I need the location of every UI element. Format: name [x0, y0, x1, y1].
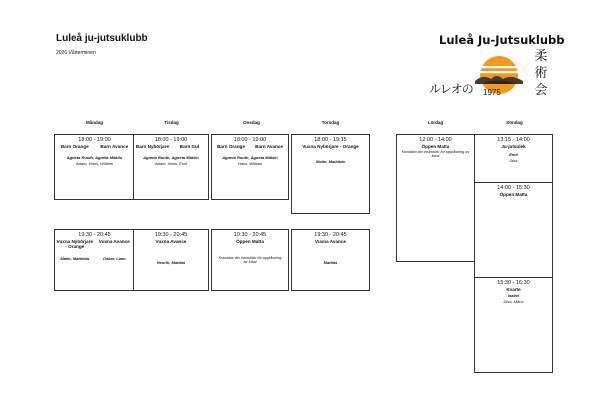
slot-wednesday-1	[211, 134, 289, 200]
day-header-wednesday: Onsdag	[243, 120, 260, 125]
slot-class: Vuxna Avance	[98, 239, 130, 244]
slot-coaches: Malin, Mathilda	[316, 159, 345, 164]
slot-class: Barn Orange	[60, 144, 89, 149]
day-header-tuesday: Tisdag	[164, 120, 179, 125]
slot-thursday-1	[291, 134, 370, 214]
slot-coaches: Agneta Ruuth, Agneta Mäklin	[222, 155, 278, 160]
slot-time: 18:00 - 19:00	[78, 137, 111, 143]
day-header-monday: Måndag	[85, 120, 103, 125]
day-header-saturday: Lördag	[427, 120, 444, 125]
slot-assistants: Hans, William	[237, 161, 263, 166]
slot-thursday-2	[291, 229, 370, 291]
slot-time: 19:30 - 20:45	[233, 232, 267, 238]
slot-class: Vuxna Nybörjare - Orange	[302, 144, 359, 149]
logo-katakana: ルレオの	[429, 82, 473, 96]
club-title: Luleå ju-jutsuklubb	[56, 33, 148, 44]
slot-coaches: Isabel	[507, 293, 520, 298]
slot-assistants: Disa, Mänz	[503, 299, 524, 304]
slot-monday-2	[54, 229, 135, 291]
slot-saturday-1	[396, 134, 475, 262]
slot-coaches: Mattias	[323, 260, 338, 265]
slot-time: 18:00 - 19:15	[314, 137, 347, 143]
slot-time: 13:15 - 14:00	[497, 137, 530, 143]
slot-time: 14:00 - 15:30	[497, 185, 530, 191]
day-header-sunday: Söndag	[506, 120, 523, 125]
slot-class: Vuxna Avance	[155, 239, 187, 244]
slot-class: Vuxna Nybörjare - Orange	[56, 239, 93, 249]
slot-time: 18:00 - 19:00	[154, 137, 188, 143]
logo-kanji-char: 柔	[534, 49, 548, 64]
slot-class: Öppen Matta	[421, 144, 450, 149]
slot-coaches: Henrik, Mattias	[156, 260, 186, 265]
slot-tuesday-2	[133, 229, 209, 291]
slot-time: 19:30 - 20:45	[314, 232, 347, 238]
logo-club-name: Luleå Ju-Jutsuklubb	[439, 33, 565, 47]
slot-time: 12:00 - 14:00	[419, 137, 452, 143]
slot-wednesday-2	[211, 229, 289, 291]
slot-time: 18:00 - 19:00	[233, 137, 267, 143]
slot-class: Vuxna Avance	[315, 239, 346, 244]
slot-sunday-3	[474, 277, 553, 373]
slot-assistants: Adam, Hans, Emil	[154, 161, 187, 166]
slot-coaches: Malin, Mathilda	[60, 256, 90, 261]
slot-assistants: Adam, Hans, William	[75, 161, 114, 166]
slot-coaches: Agneta Ruuth, Agneta Mäklin	[66, 155, 123, 160]
slot-sunday-1	[474, 134, 553, 183]
slot-assistants: Disa	[509, 158, 518, 163]
slot-class: Barn Nybörjare	[135, 144, 170, 149]
slot-note: Kontakta din instruktör för upplåsning av lokal	[218, 256, 282, 264]
slot-tuesday-1	[133, 134, 209, 200]
slot-note: Kontakta din instruktör för upplåsning av lokal	[401, 150, 470, 158]
slot-coaches: Emil	[509, 152, 518, 157]
slot-coaches: Oskar, Liam	[102, 256, 126, 261]
club-logo	[425, 33, 575, 105]
slot-class: Barn Avance	[100, 144, 129, 149]
slot-time: 19:30 - 20:45	[154, 232, 188, 238]
slot-coaches: Agneta Ruuth, Agneta Mäklin	[143, 155, 199, 160]
slot-monday-1	[54, 134, 135, 200]
slot-class: Ju-jutsulek	[501, 144, 526, 149]
slot-class: Barn Avance	[255, 144, 283, 149]
season-label: 2026 Vårterminen	[56, 50, 96, 56]
slot-class: Öppen Matta	[236, 239, 264, 244]
slot-time: 15:30 - 16:30	[497, 280, 530, 286]
slot-class: Kvarte	[506, 287, 521, 292]
slot-sunday-2	[474, 182, 553, 278]
slot-time: 19:30 - 20:45	[78, 232, 111, 238]
day-header-thursday: Torsdag	[321, 120, 340, 125]
logo-kanji-char: 術	[534, 66, 548, 81]
logo-kanji	[533, 48, 549, 99]
slot-class: Barn Orange	[217, 144, 245, 149]
slot-class: Barn Gul	[179, 144, 200, 149]
logo-year: 1975	[483, 88, 501, 97]
slot-class: Öppen Matta	[499, 192, 528, 197]
logo-kanji-char: 会	[534, 83, 548, 98]
